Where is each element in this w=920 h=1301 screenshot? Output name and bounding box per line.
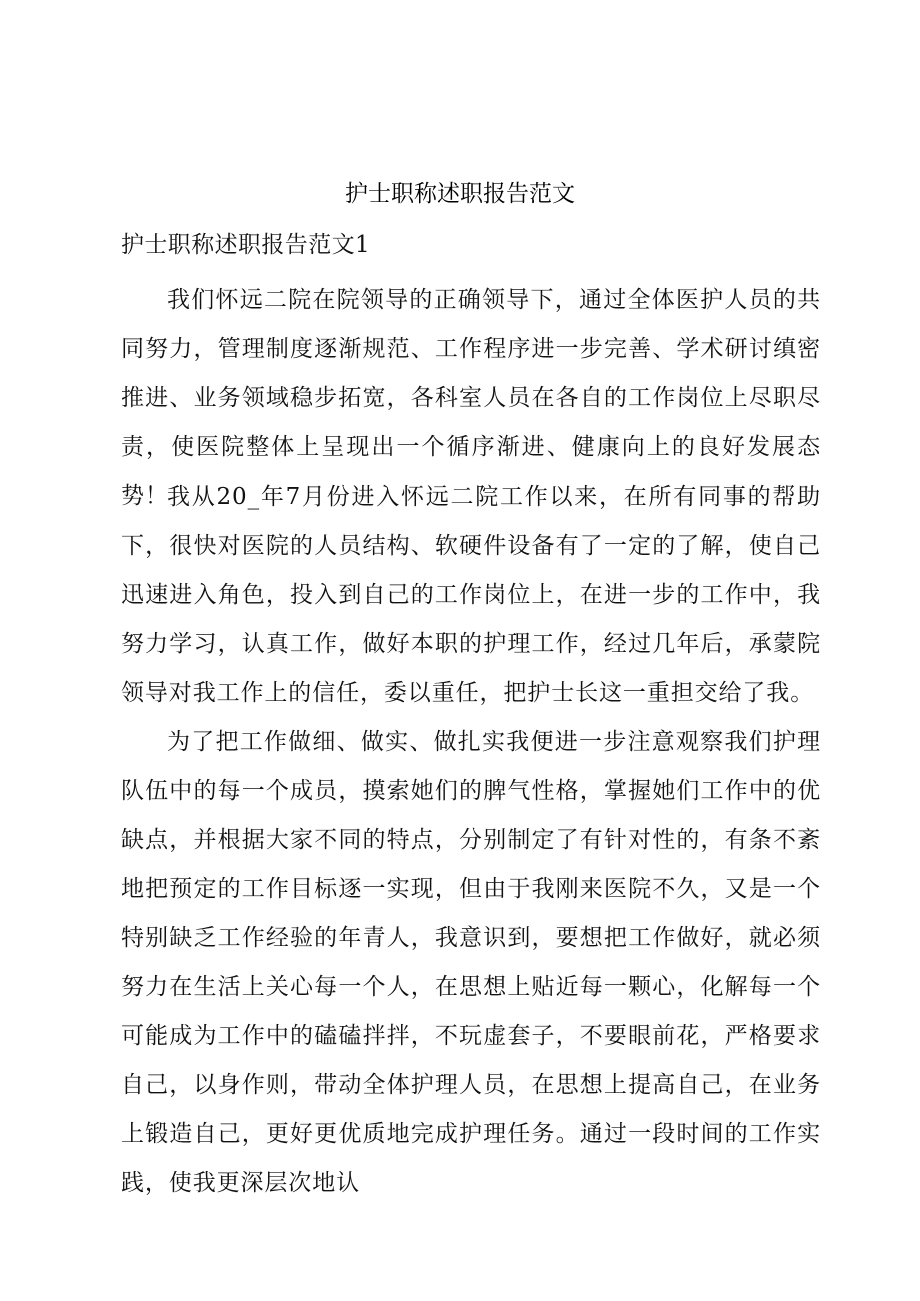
document-title: 护士职称述职报告范文	[345, 181, 575, 207]
body-paragraph: 我从20_年7月份进入怀远二院工作以来，在所有同事的帮助下，很快对医院的人员结构、软硬件设备有了一定的了解，使自己迅速进入角色，投入到自己的工作岗位上，在进一步的工作中，我努力学习，认真工作，做好本职的护理工作，经过几年后，承蒙院领导对我工作上的信任，委以重任，把护士长这一重担交给了我。	[121, 484, 821, 706]
body-paragraph: 为了把工作做细、做实、做扎实我便进一步注意观察我们护理队伍中的每一个成员，摸索她们的脾气性格，掌握她们工作中的优缺点，并根据大家不同的特点，分别制定了有针对性的，有条不紊地把预定的工作目标逐一实现，但由于我刚来医院不久，又是一个特别缺乏工作经验的年青人，我意识到，要想把工作做好，就必须努力在生活上关心每一个人，在思想上贴近每一颗心，化解每一个可能成为工作中的磕磕拌拌，不玩虚套子，不要眼前花，严格要求自己，以身作则，带动全体护理人员，在思想上提高自己，在业务上锻造自己，更好更优质地完成护理任务。通过一段时间的工作实践，使我更深层次地认	[121, 729, 821, 1196]
body-paragraph: 我们怀远二院在院领导的正确领导下，通过全体医护人员的共同努力，管理制度逐渐规范、工作程序进一步完善、学术研讨缜密推进、业务领域稳步拓宽，各科室人员在各自的工作岗位上尽职尽责，使医院整体上呈现出一个循序渐进、健康向上的良好发展态势！	[121, 287, 821, 509]
section-heading: 护士职称述职报告范文1	[121, 232, 371, 258]
